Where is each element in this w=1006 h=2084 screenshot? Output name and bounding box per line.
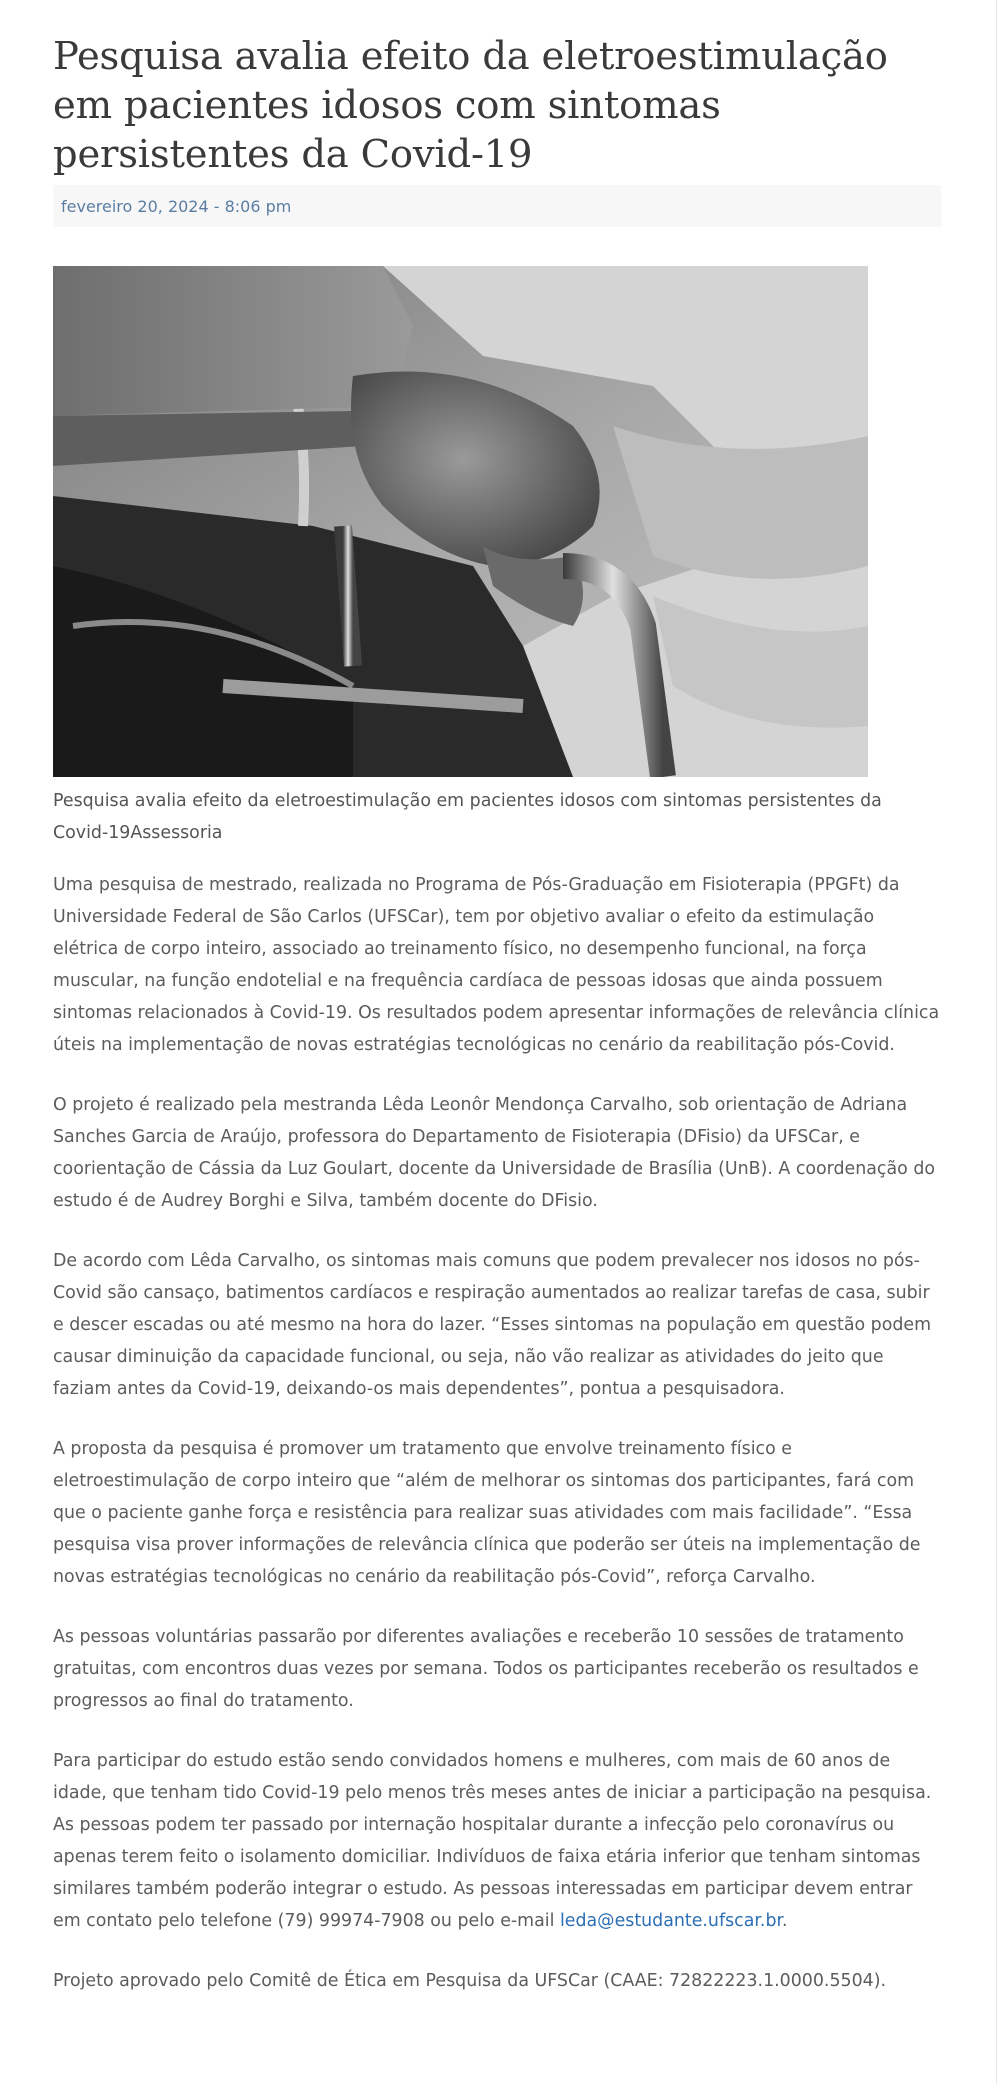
paragraph-symptoms: De acordo com Lêda Carvalho, os sintomas mais comuns que podem prevalecer nos idosos no pós-Covid são cansaço, batimentos cardíacos e respiração aumentados ao realizar tarefas de casa, subir e descer escadas ou até mesmo na hora do lazer. “Esses sintomas na população em questão podem causar diminuição da capacidade funcional, ou seja, não vão realizar as atividades do jeito que faziam antes da Covid-19, deixando-os mais dependentes”, pontua a pesquisadora. — [53, 1251, 932, 1399]
article — [53, 0, 941, 1997]
paragraph-sessions: As pessoas voluntárias passarão por diferentes avaliações e receberão 10 sessões de tratamento gratuitas, com encontros duas vezes por semana. Todos os participantes receberão os resultados e progressos ao final do tratamento. — [53, 1627, 919, 1711]
participation-text: Para participar do estudo estão sendo convidados homens e mulheres, com mais de 60 anos de idade, que tenham tido Covid-19 pelo menos três meses antes de iniciar a participação na pesquisa. As pessoas podem ter passado por internação hospitalar durante a infecção pelo coronavírus ou apenas terem feito o isolamento domiciliar. Indivíduos de faixa etária inferior que tenham sintomas similares também poderão integrar o estudo. As pessoas interessadas em participar devem entrar em contato pelo telefone (79) 99974-7908 ou pelo e-mail — [53, 1751, 932, 1931]
article-title: Pesquisa avalia efeito da eletroestimulação em pacientes idosos com sintomas persistentes da Covid-19 — [53, 34, 888, 177]
featured-image — [53, 266, 868, 777]
paragraph-ethics: Projeto aprovado pelo Comitê de Ética em Pesquisa da UFSCar (CAAE: 72822223.1.0000.5504). — [53, 1971, 887, 1991]
publish-date: fevereiro 20, 2024 - 8:06 pm — [61, 196, 292, 216]
paragraph-team: O projeto é realizado pela mestranda Lêda Leonôr Mendonça Carvalho, sob orientação de Adriana Sanches Garcia de Araújo, professora do Departamento de Fisioterapia (DFisio) da UFSCar, e coorientação de Cássia da Luz Goulart, docente da Universidade de Brasília (UnB). A coordenação do estudo é de Audrey Borghi e Silva, também docente do DFisio. — [53, 1095, 935, 1211]
participation-end: . — [782, 1911, 788, 1931]
image-caption: Pesquisa avalia efeito da eletroestimulação em pacientes idosos com sintomas persistentes da Covid-19Assessoria — [53, 791, 882, 843]
email-link[interactable]: leda@estudante.ufscar.br — [559, 1911, 783, 1931]
article-meta-bar — [53, 185, 941, 227]
paragraph-proposal: A proposta da pesquisa é promover um tratamento que envolve treinamento físico e eletroestimulação de corpo inteiro que “além de melhorar os sintomas dos participantes, fará com que o paciente ganhe força e resistência para realizar suas atividades com mais facilidade”. “Essa pesquisa visa prover informações de relevância clínica que poderão ser úteis na implementação de novas estratégias tecnológicas no cenário da reabilitação pós-Covid”, reforça Carvalho. — [53, 1439, 921, 1587]
paragraph-participation — [53, 1745, 941, 1937]
paragraph-intro: Uma pesquisa de mestrado, realizada no Programa de Pós-Graduação em Fisioterapia (PPGFt) da Universidade Federal de São Carlos (UFSCar), tem por objetivo avaliar o efeito da estimulação elétrica de corpo inteiro, associado ao treinamento físico, no desempenho funcional, na força muscular, na função endotelial e na frequência cardíaca de pessoas idosas que ainda possuem sintomas relacionados à Covid-19. Os resultados podem apresentar informações de relevância clínica úteis na implementação de novas estratégias tecnológicas no cenário da reabilitação pós-Covid. — [53, 875, 940, 1055]
page-edge-rule — [996, 0, 997, 2084]
article-body — [53, 869, 941, 1997]
